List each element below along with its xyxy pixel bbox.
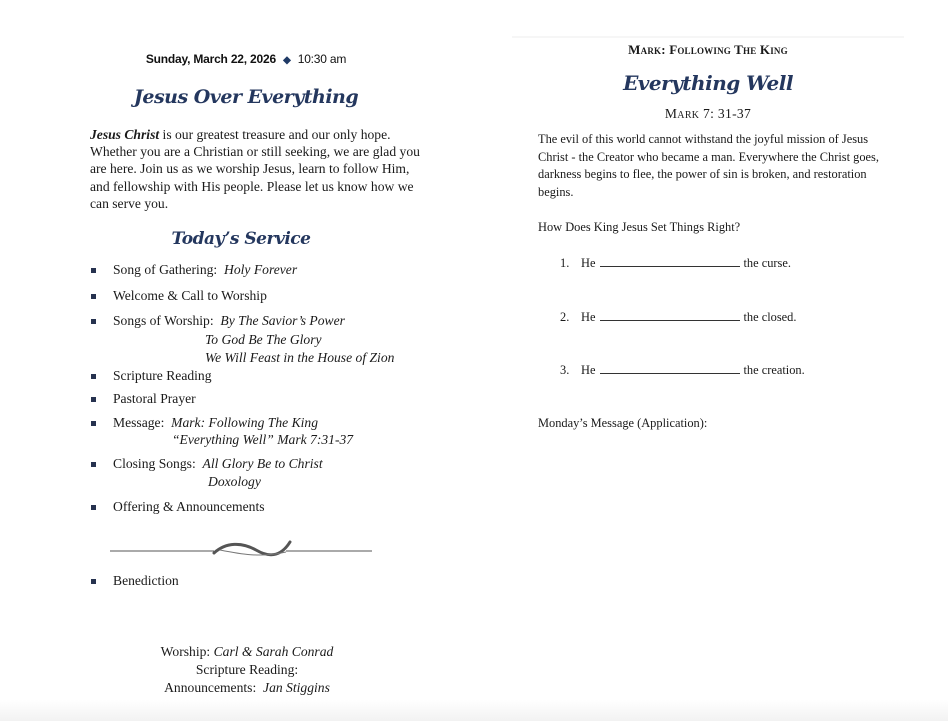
credit-label: Announcements: bbox=[164, 680, 257, 695]
message-continuation: “Everything Well” Mark 7:31-37 bbox=[172, 432, 354, 447]
credit-name: Carl & Sarah Conrad bbox=[213, 644, 334, 659]
blank-lead: He bbox=[581, 256, 596, 270]
service-item-detail: Holy Forever bbox=[224, 262, 298, 277]
diamond-separator-icon: ◆ bbox=[283, 55, 291, 66]
fill-in-blank-item bbox=[560, 256, 791, 271]
service-item-label: Benediction bbox=[113, 573, 179, 588]
sermon-series: Mark: Following The King bbox=[628, 42, 788, 57]
page-bottom-shadow bbox=[0, 700, 948, 721]
blank-end: the closed. bbox=[743, 310, 797, 324]
song-continuation: To God Be The Glory bbox=[205, 332, 322, 347]
service-item-label: Message: bbox=[113, 415, 165, 430]
credit-label: Worship: bbox=[160, 644, 211, 659]
fill-in-blank-item bbox=[560, 310, 796, 325]
bullet-icon bbox=[91, 374, 96, 379]
bullet-icon bbox=[91, 462, 96, 467]
monday-message-label: Monday’s Message (Application): bbox=[538, 416, 708, 430]
fill-in-blank-item bbox=[560, 363, 805, 378]
blank-lead: He bbox=[581, 363, 596, 377]
credit-label: Scripture Reading: bbox=[195, 662, 299, 677]
blank-end: the creation. bbox=[743, 363, 805, 377]
service-time: 10:30 am bbox=[297, 52, 347, 66]
bullet-icon bbox=[91, 579, 96, 584]
service-item-label: Welcome & Call to Worship bbox=[113, 288, 267, 303]
intro-text: is our greatest treasure and our only hope. Whether you are a Christian or still seeking, we are glad you are here. Join us as we worship Jesus, learn to follow Him, and fellowship with His people. Please let us know how we can serve you. bbox=[90, 127, 420, 211]
blank-number: 3. bbox=[560, 363, 570, 377]
blank-line bbox=[600, 363, 740, 374]
service-item-detail: All Glory Be to Christ bbox=[202, 456, 323, 471]
service-item-detail: By The Savior’s Power bbox=[220, 313, 345, 328]
intro-paragraph bbox=[90, 126, 422, 212]
blank-number: 2. bbox=[560, 310, 570, 324]
page-edge-shadow bbox=[512, 36, 904, 38]
blank-number: 1. bbox=[560, 256, 570, 270]
service-heading: Today’s Service bbox=[171, 229, 311, 249]
service-item-detail: Mark: Following The King bbox=[171, 415, 319, 430]
blank-lead: He bbox=[581, 310, 596, 324]
service-item-label: Song of Gathering: bbox=[113, 262, 218, 277]
intro-bold: Jesus Christ bbox=[90, 127, 160, 142]
service-item-label: Closing Songs: bbox=[113, 456, 196, 471]
service-item-label: Songs of Worship: bbox=[113, 313, 214, 328]
bullet-icon bbox=[91, 421, 96, 426]
bullet-icon bbox=[91, 268, 96, 273]
sermon-question: How Does King Jesus Set Things Right? bbox=[538, 220, 741, 234]
service-item-label: Pastoral Prayer bbox=[113, 391, 196, 406]
song-continuation: We Will Feast in the House of Zion bbox=[205, 350, 395, 365]
scripture-passage: Mark 7: 31-37 bbox=[664, 106, 752, 121]
sermon-summary: The evil of this world cannot withstand the joyful mission of Jesus Christ - the Creator who became a man. Everywhere the Christ goes, darkness begins to flee, the power of sin is broken, and restoration begins. bbox=[538, 132, 879, 199]
service-date: Sunday, March 22, 2026 bbox=[145, 52, 276, 66]
song-continuation: Doxology bbox=[208, 474, 261, 489]
bullet-icon bbox=[91, 397, 96, 402]
service-item-label: Scripture Reading bbox=[113, 368, 212, 383]
bullet-icon bbox=[91, 294, 96, 299]
bullet-icon bbox=[91, 505, 96, 510]
bulletin-title: Jesus Over Everything bbox=[133, 86, 359, 108]
service-credits bbox=[86, 643, 408, 697]
sermon-title: Everything Well bbox=[623, 71, 793, 95]
blank-end: the curse. bbox=[743, 256, 791, 270]
bullet-icon bbox=[91, 319, 96, 324]
flourish-divider-icon bbox=[110, 536, 372, 562]
blank-line bbox=[600, 256, 740, 267]
credit-name: Jan Stiggins bbox=[263, 680, 330, 695]
service-item-label: Offering & Announcements bbox=[113, 499, 265, 514]
service-date-line bbox=[86, 52, 406, 66]
blank-line bbox=[600, 310, 740, 321]
